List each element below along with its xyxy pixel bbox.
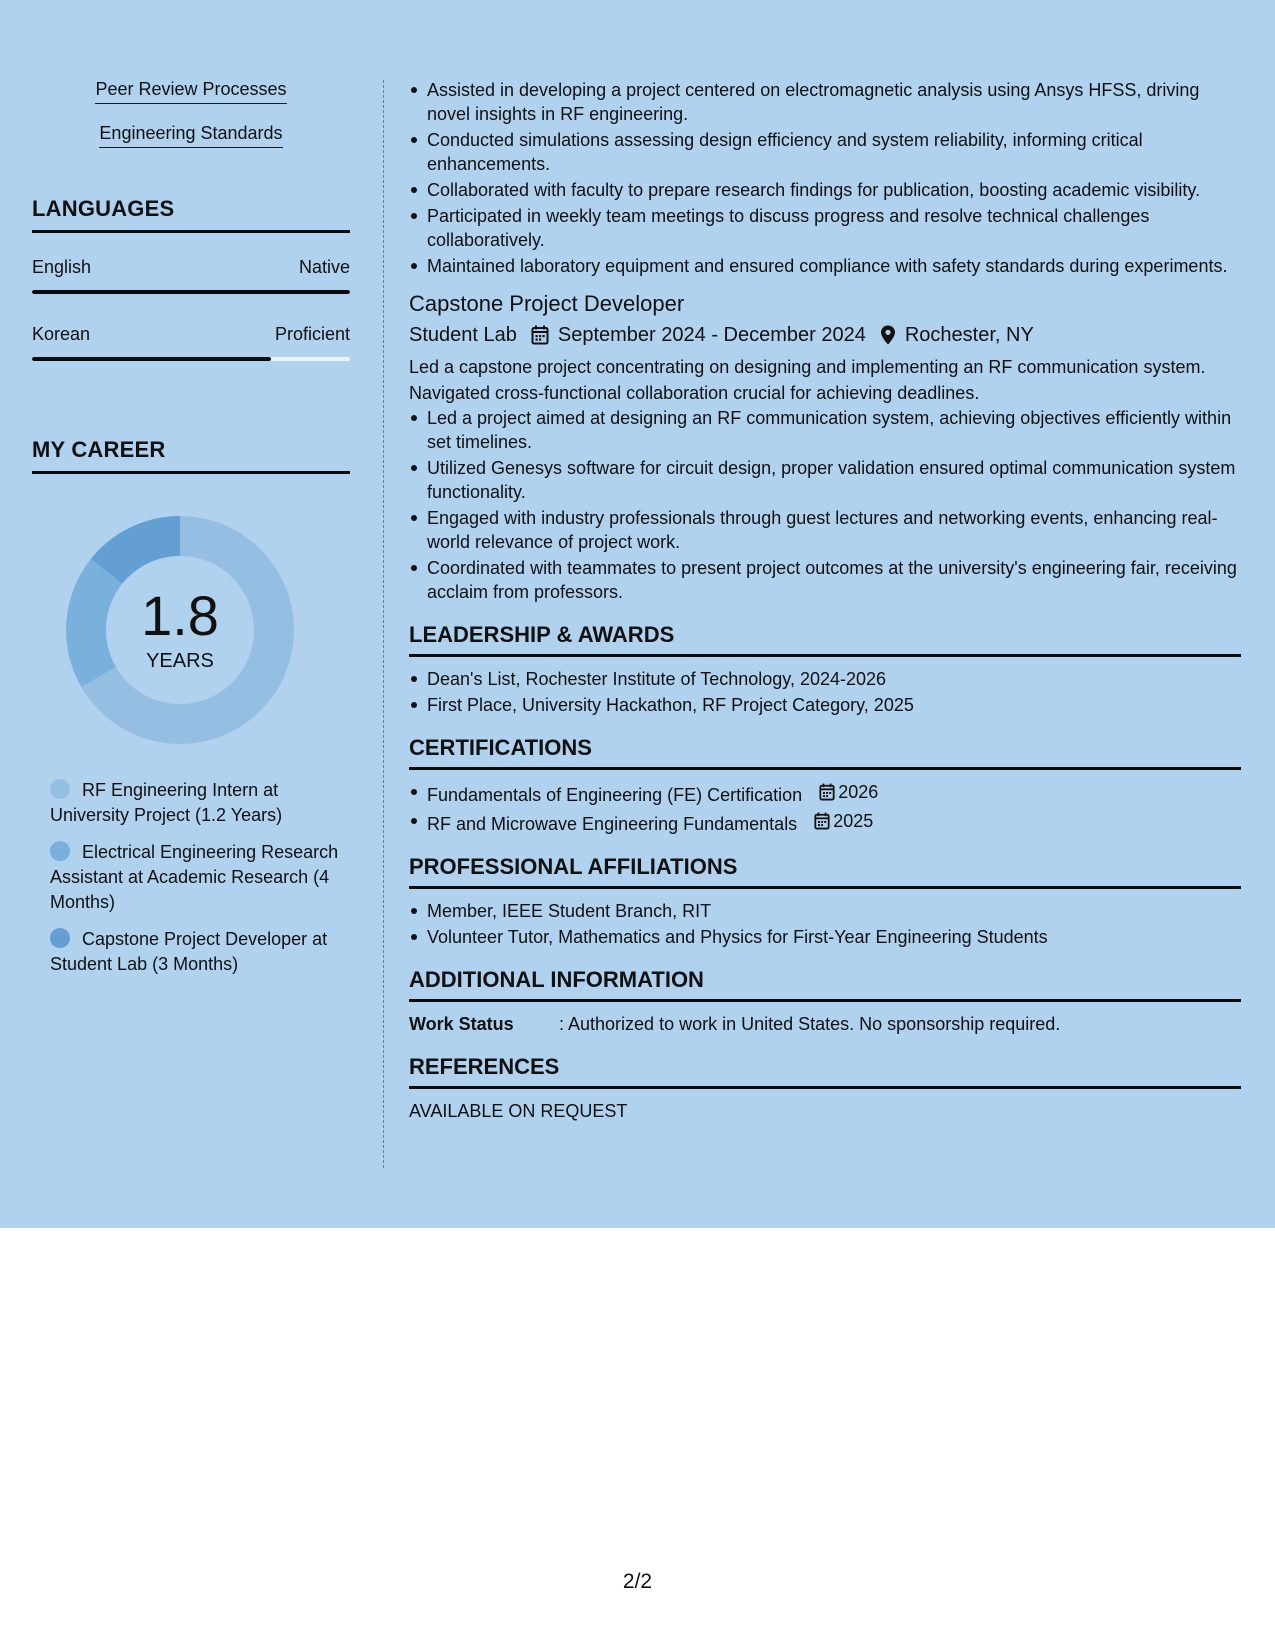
career-total-years: 1.8 xyxy=(141,583,219,647)
legend-color-dot xyxy=(50,841,70,861)
career-legend-label: Electrical Engineering Research Assistant at Academic Research (4 Months) xyxy=(50,842,339,912)
calendar-icon xyxy=(814,812,830,830)
language-proficiency-fill xyxy=(32,357,271,361)
leadership-item: Dean's List, Rochester Institute of Technology, 2024-2026 xyxy=(427,667,1241,691)
career-legend-label: Capstone Project Developer at Student Lab (3 Months) xyxy=(50,929,328,974)
languages-heading: LANGUAGES xyxy=(32,196,350,233)
bullet-item: Coordinated with teammates to present project outcomes at the university's engineering fair, receiving acclaim from professors. xyxy=(427,556,1241,604)
certification-item xyxy=(427,780,1241,807)
bullet-item: Maintained laboratory equipment and ensured compliance with safety standards during experiments. xyxy=(427,254,1241,278)
affiliation-item: Volunteer Tutor, Mathematics and Physics for First-Year Engineering Students xyxy=(427,925,1241,949)
certifications-list xyxy=(409,780,1241,836)
work-status-row xyxy=(409,1012,1241,1036)
career-heading: MY CAREER xyxy=(32,437,350,474)
skill-link[interactable]: Engineering Standards xyxy=(99,122,282,148)
previous-job-bullets xyxy=(409,78,1241,278)
language-level: Native xyxy=(298,257,350,277)
location-pin-icon xyxy=(880,325,896,345)
language-item xyxy=(32,257,350,294)
job-dates: September 2024 - December 2024 xyxy=(557,324,866,346)
certification-name: RF and Microwave Engineering Fundamentals xyxy=(427,814,798,834)
bullet-item: Conducted simulations assessing design efficiency and system reliability, informing critical enhancements. xyxy=(427,128,1241,176)
career-legend-item xyxy=(50,927,340,977)
bullet-item: Led a project aimed at designing an RF communication system, achieving objectives efficiently within set timelines. xyxy=(427,406,1241,454)
skill-link[interactable]: Peer Review Processes xyxy=(95,78,286,104)
calendar-icon xyxy=(819,783,835,801)
language-proficiency-bar xyxy=(32,290,350,294)
legend-color-dot xyxy=(50,779,70,799)
job-company: Student Lab xyxy=(409,324,517,346)
language-proficiency-fill xyxy=(32,290,350,294)
leadership-list xyxy=(409,667,1241,717)
column-divider xyxy=(383,80,384,1168)
leadership-heading: LEADERSHIP & AWARDS xyxy=(409,622,1241,657)
legend-color-dot xyxy=(50,928,70,948)
job-meta xyxy=(409,322,1241,348)
certification-year: 2026 xyxy=(838,782,879,802)
job-bullets xyxy=(409,406,1241,604)
language-item xyxy=(32,324,350,361)
certification-year: 2025 xyxy=(833,811,874,831)
page-number: 2/2 xyxy=(622,1570,653,1593)
bullet-item: Engaged with industry professionals through guest lectures and networking events, enhancing real-world relevance of project work. xyxy=(427,506,1241,554)
language-proficiency-bar xyxy=(32,357,350,361)
bullet-item: Utilized Genesys software for circuit design, proper validation ensured optimal communication system functionality. xyxy=(427,456,1241,504)
language-level: Proficient xyxy=(274,324,350,344)
calendar-icon xyxy=(531,325,549,345)
additional-info-heading: ADDITIONAL INFORMATION xyxy=(409,967,1241,1002)
work-status-value: : Authorized to work in United States. No sponsorship required. xyxy=(559,1014,1061,1034)
sidebar xyxy=(32,78,350,989)
bullet-item: Collaborated with faculty to prepare research findings for publication, boosting academic visibility. xyxy=(427,178,1241,202)
career-legend-item xyxy=(50,778,340,828)
bullet-item: Participated in weekly team meetings to discuss progress and resolve technical challenges collaboratively. xyxy=(427,204,1241,252)
career-legend xyxy=(32,778,350,977)
language-name: English xyxy=(32,257,92,277)
certification-item xyxy=(427,809,1241,836)
leadership-item: First Place, University Hackathon, RF Project Category, 2025 xyxy=(427,693,1241,717)
bullet-item: Assisted in developing a project centered on electromagnetic analysis using Ansys HFSS, driving novel insights in RF engineering. xyxy=(427,78,1241,126)
job-location: Rochester, NY xyxy=(904,324,1034,346)
main-content xyxy=(409,78,1241,1123)
job-title: Capstone Project Developer xyxy=(409,291,685,316)
references-heading: REFERENCES xyxy=(409,1054,1241,1089)
work-status-label: Work Status xyxy=(409,1014,514,1034)
certifications-heading: CERTIFICATIONS xyxy=(409,735,1241,770)
affiliations-heading: PROFESSIONAL AFFILIATIONS xyxy=(409,854,1241,889)
career-legend-item xyxy=(50,840,340,915)
certification-name: Fundamentals of Engineering (FE) Certification xyxy=(427,785,803,805)
career-total-unit: YEARS xyxy=(146,649,214,672)
language-name: Korean xyxy=(32,324,91,344)
job-description: Led a capstone project concentrating on designing and implementing an RF communication system. Navigated cross-functional collaboration crucial for achieving deadlines. xyxy=(409,357,1206,403)
career-legend-label: RF Engineering Intern at University Project (1.2 Years) xyxy=(50,780,283,825)
career-donut-chart xyxy=(66,516,294,744)
references-text: AVAILABLE ON REQUEST xyxy=(409,1101,628,1121)
affiliations-list xyxy=(409,899,1241,949)
affiliation-item: Member, IEEE Student Branch, RIT xyxy=(427,899,1241,923)
